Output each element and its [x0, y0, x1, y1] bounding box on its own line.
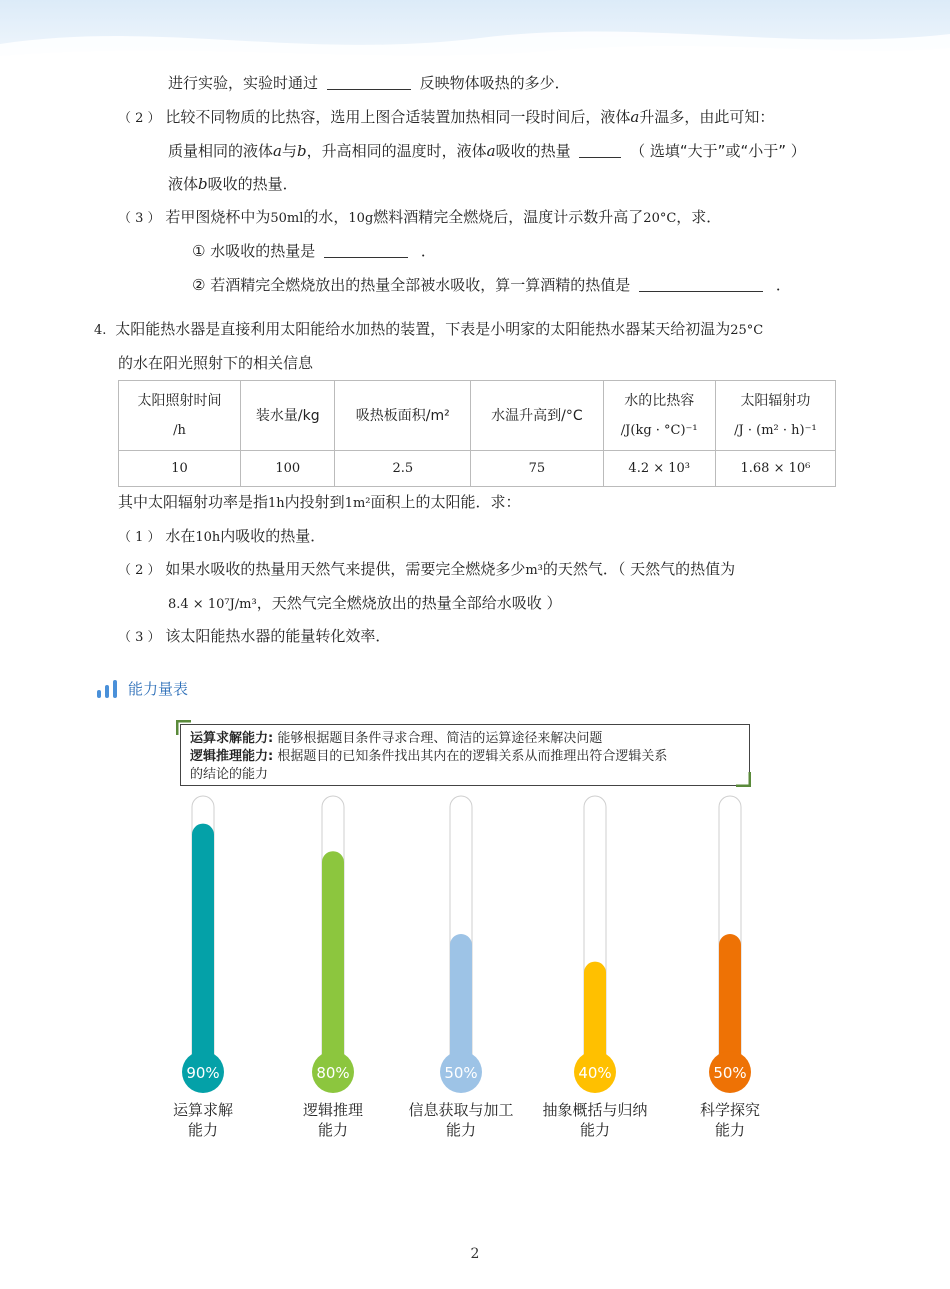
q3-part3-d: ，求．	[676, 208, 722, 226]
q3-part2-text-b: 升温多，由此可知：	[639, 108, 775, 126]
q4-sub2-a: 如果水吸收的热量用天然气来提供，需要完全燃烧多少	[165, 560, 526, 578]
value-label: 50%	[444, 1064, 478, 1082]
q4-note-b: 内投射到	[284, 493, 345, 511]
table-cell: 75	[471, 451, 603, 487]
var-b: b	[296, 142, 307, 160]
q3-part3-a: 若甲图烧杯中为	[165, 208, 271, 226]
q4-sub2-line2-b: ，天然气完全燃烧放出的热量全部给水吸收 ）	[256, 594, 562, 612]
header-unit: /h	[173, 422, 186, 438]
category-label-line: 抽象概括与归纳	[542, 1101, 648, 1119]
category-label	[263, 1100, 403, 1140]
thermometer-bar	[574, 796, 616, 1093]
category-label	[391, 1100, 531, 1140]
page-number: 2	[470, 1246, 480, 1262]
mass-value: 10g	[348, 211, 374, 226]
thermometer-fill	[322, 851, 344, 1072]
gas-heat-value: 8.4 × 10⁷J/m³	[168, 597, 257, 612]
q3-part2-line2-b: 与	[281, 142, 297, 160]
header-text: 太阳照射时间	[137, 392, 222, 409]
table-cell: 1.68 × 10⁶	[715, 451, 835, 487]
q4-sub1-time: 10h	[195, 530, 221, 545]
q4-sub3-a: 该太阳能热水器的能量转化效率．	[165, 627, 391, 645]
q3-sub2-text: 若酒精完全燃烧放出的热量全部被水吸收，算一算酒精的热值是	[210, 276, 631, 294]
header-unit: /J · (m² · h)⁻¹	[734, 422, 817, 438]
var-a: a	[630, 108, 640, 126]
q3-part3-line: （ 3 ） 若甲图烧杯中为50ml的水，10g燃料酒精完全燃烧后，温度计示数升高了20°C，求．	[118, 208, 722, 226]
category-label-line: 能力	[445, 1121, 476, 1139]
var-a: a	[486, 142, 496, 160]
legend-text: 能够根据题目条件寻求合理、简洁的运算途径来解决问题	[277, 731, 603, 746]
q4-note-a: 其中太阳辐射功率是指	[118, 493, 269, 511]
value-label: 90%	[186, 1064, 220, 1082]
q4-sub2-unit: m³	[525, 563, 543, 578]
category-label-line: 能力	[317, 1121, 348, 1139]
category-label-line: 能力	[579, 1121, 610, 1139]
legend-text: 的结论的能力	[190, 767, 269, 782]
initial-temperature: 25°C	[730, 323, 764, 338]
q4-number: 4.	[94, 323, 107, 338]
q3-line1-text-a: 进行实验，实验时通过	[168, 74, 319, 92]
q3-part2-line-1: （ 2 ） 比较不同物质的比热容，选用上图合适装置加热相同一段时间后，液体a升温多，由此可知：	[118, 108, 775, 126]
q3-sub1-end: ．	[420, 242, 436, 260]
q4-sub3-line: （ 3 ） 该太阳能热水器的能量转化效率．	[118, 627, 391, 645]
header-text: 吸热板面积/m²	[355, 407, 450, 424]
q4-sub1-a: 水在	[165, 527, 196, 545]
value-label: 80%	[316, 1064, 350, 1082]
q3-part2-number: 2	[135, 111, 144, 126]
q4-sub1-b: 内吸收的热量．	[220, 527, 326, 545]
category-label-line: 能力	[714, 1121, 745, 1139]
category-label-line: 科学探究	[699, 1101, 760, 1119]
thermometer-bar	[312, 796, 354, 1093]
q3-part2-line2-e: （ 选填“大于”或“小于” ）	[630, 142, 806, 160]
q3-part2-line2-c: ，升高相同的温度时，液体	[306, 142, 487, 160]
table-cell: 4.2 × 10³	[603, 451, 715, 487]
q3-sub1-text: 水吸收的热量是	[210, 242, 316, 260]
volume-value: 50ml	[270, 211, 304, 226]
legend-text: 根据题目的已知条件找出其内在的逻辑关系从而推理出符合逻辑关系	[277, 749, 668, 764]
thermometer-bar	[440, 796, 482, 1093]
q4-text-b: 的水在阳光照射下的相关信息	[118, 354, 314, 372]
q4-text-a: 太阳能热水器是直接利用太阳能给水加热的装置，下表是小明家的太阳能热水器某天给初温为	[115, 320, 731, 338]
table-cell: 2.5	[335, 451, 471, 487]
circled-one: ①	[192, 242, 206, 260]
header-unit: /J(kg · °C)⁻¹	[620, 422, 698, 438]
value-label: 40%	[578, 1064, 612, 1082]
q3-part2-line3-a: 液体	[168, 175, 199, 193]
q3-part2-line2-d: 吸收的热量	[495, 142, 571, 160]
category-label-line: 逻辑推理	[302, 1101, 363, 1119]
header-text: 装水量/kg	[255, 407, 320, 424]
legend-label: 逻辑推理能力:	[190, 749, 274, 764]
value-label: 50%	[713, 1064, 747, 1082]
q3-part2-line2-a: 质量相同的液体	[168, 142, 274, 160]
section-title-text: 能力量表	[128, 680, 189, 698]
temperature-value: 20°C	[643, 211, 677, 226]
category-label	[133, 1100, 273, 1140]
var-a: a	[273, 142, 282, 160]
category-label	[660, 1100, 800, 1140]
var-b: b	[198, 175, 208, 193]
q3-part2-line3-b: 吸收的热量．	[207, 175, 298, 193]
category-label-line: 信息获取与加工	[408, 1101, 514, 1119]
legend-label: 运算求解能力:	[190, 731, 274, 746]
thermometer-bar	[709, 796, 751, 1093]
q3-sub2-end: ．	[775, 276, 791, 294]
header-text: 水温升高到/°C	[491, 407, 583, 424]
q3-part3-b: 的水，	[303, 208, 349, 226]
q3-part3-c: 燃料酒精完全燃烧后，温度计示数升高了	[373, 208, 644, 226]
circled-two: ②	[192, 276, 206, 294]
header-text: 水的比热容	[624, 392, 695, 409]
q4-sub1-line: （ 1 ） 水在10h内吸收的热量．	[118, 527, 326, 545]
q4-note-area: 1m²	[344, 496, 371, 511]
q4-note-time: 1h	[268, 496, 285, 511]
q3-part2-text: 比较不同物质的比热容，选用上图合适装置加热相同一段时间后，液体	[165, 108, 631, 126]
q4-sub2-number: 2	[135, 563, 144, 578]
category-label-line: 能力	[187, 1121, 218, 1139]
q4-note-c: 面积上的太阳能．求：	[370, 493, 521, 511]
q4-sub2-b: 的天然气．（ 天然气的热值为	[542, 560, 736, 578]
table-cell: 10	[119, 451, 241, 487]
q4-sub3-number: 3	[135, 630, 144, 645]
thermometer-fill	[192, 824, 214, 1072]
category-label	[525, 1100, 665, 1140]
q4-sub1-number: 1	[135, 530, 144, 545]
q3-line1-text-b: 反映物体吸热的多少．	[419, 74, 570, 92]
category-label-line: 运算求解	[172, 1101, 233, 1119]
header-text: 太阳辐射功	[740, 392, 811, 409]
table-cell: 100	[241, 451, 335, 487]
q3-part3-number: 3	[135, 211, 144, 226]
q4-sub2-line-1: （ 2 ） 如果水吸收的热量用天然气来提供，需要完全燃烧多少m³的天然气．（ 天然气的热值为	[118, 560, 736, 578]
thermometer-bar	[182, 796, 224, 1093]
